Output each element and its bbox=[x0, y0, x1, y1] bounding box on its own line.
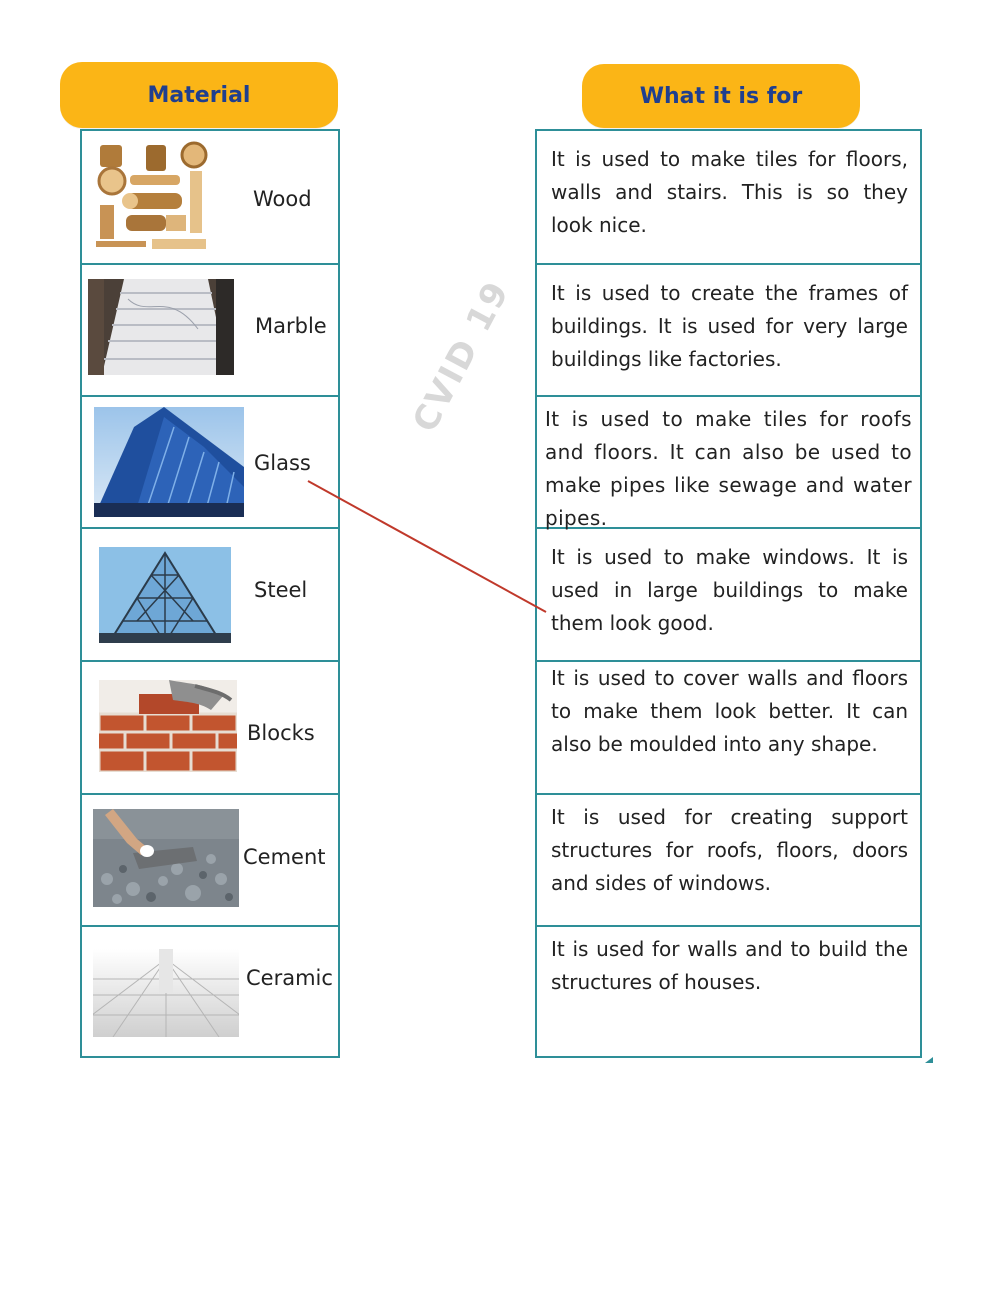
purpose-text: It is used for walls and to build the structures of houses. bbox=[551, 937, 908, 994]
material-label: Steel bbox=[254, 578, 308, 602]
material-label: Cement bbox=[243, 845, 326, 869]
material-label: Wood bbox=[253, 187, 312, 211]
material-label: Glass bbox=[254, 451, 311, 475]
purpose-text: It is used to make tiles for roofs and floors. It can also be used to make pipes like sewage and water pipes. bbox=[545, 407, 912, 530]
purpose-text: It is used to create the frames of buildings. It is used for very large buildings like factories. bbox=[551, 281, 908, 371]
purpose-text: It is used to make windows. It is used in large buildings to make them look good. bbox=[551, 545, 908, 635]
purpose-header-label: What it is for bbox=[639, 83, 803, 109]
match-line-stroke bbox=[308, 481, 546, 612]
material-label: Blocks bbox=[247, 721, 315, 745]
resize-corner-icon bbox=[925, 1057, 933, 1063]
watermark: CVID 19 bbox=[405, 274, 518, 439]
material-label: Marble bbox=[255, 314, 327, 338]
material-label: Ceramic bbox=[246, 966, 333, 990]
purpose-text: It is used to cover walls and floors to make them look better. It can also be moulded into any shape. bbox=[551, 666, 908, 756]
purpose-text: It is used to make tiles for floors, walls and stairs. This is so they look nice. bbox=[551, 147, 908, 237]
material-header-label: Material bbox=[147, 82, 251, 108]
purpose-text: It is used for creating support structures for roofs, floors, doors and sides of windows. bbox=[551, 805, 908, 895]
